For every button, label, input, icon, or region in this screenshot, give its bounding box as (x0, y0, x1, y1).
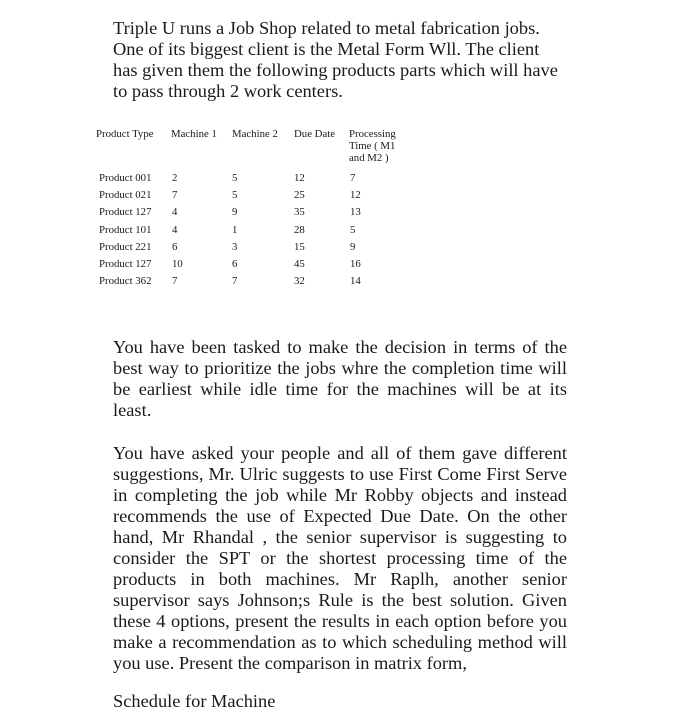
cell-product: Product 127 (99, 206, 152, 219)
task-paragraph: You have been tasked to make the decision in terms of the best way to prioritize the jobs whre the completion time will be earliest while idle time for the machines will be at its least. (113, 337, 567, 420)
cell-product: Product 221 (99, 240, 152, 253)
cell-machine-2: 7 (232, 275, 238, 288)
cell-machine-2: 6 (232, 258, 238, 270)
header-product-type: Product Type (96, 128, 154, 140)
cell-product: Product 127 (99, 258, 152, 270)
cut-off-text-line: Schedule for Machine (113, 691, 276, 711)
cell-processing-time: 16 (350, 258, 361, 270)
cell-product: Product 101 (99, 223, 152, 236)
cell-machine-2: 1 (232, 223, 238, 236)
cell-machine-2: 9 (232, 206, 238, 219)
cell-machine-2: 5 (232, 189, 238, 202)
cell-machine-1: 4 (172, 223, 178, 236)
header-machine-2: Machine 2 (232, 128, 278, 140)
suggestions-paragraph: You have asked your people and all of them gave different suggestions, Mr. Ulric suggests to use First Come First Serve in completing the job while Mr Robby objects and instead recommends the use of Expected Due Date. On the other hand, Mr Rhandal , the senior supervisor is suggesting to consider the SPT or the shortest processing time of the products in both machines. Mr Raplh, another senior supervisor says Johnson;s Rule is the best solution. Given these 4 options, present the results in each option before you make a recommendation as to which scheduling method will you use. Present the comparison in matrix form, (113, 443, 567, 673)
cell-machine-1: 10 (172, 258, 183, 270)
cell-machine-2: 3 (232, 240, 238, 253)
cell-machine-2: 5 (232, 172, 238, 184)
intro-paragraph: Triple U runs a Job Shop related to metal fabrication jobs. One of its biggest client is the Metal Form Wll. The client has given them the following products parts which will have to pass through 2 work centers. (113, 18, 558, 101)
cell-processing-time: 7 (350, 172, 356, 184)
cell-machine-1: 7 (172, 189, 178, 202)
cell-processing-time: 13 (350, 206, 361, 219)
cell-product: Product 362 (99, 275, 152, 288)
cell-processing-time: 5 (350, 223, 356, 236)
header-processing-time: Processing Time ( M1 and M2 ) (349, 128, 396, 164)
cell-processing-time: 12 (350, 189, 361, 202)
cell-product: Product 021 (99, 189, 152, 202)
cell-due-date: 28 (294, 223, 305, 236)
cell-due-date: 45 (294, 258, 305, 270)
cell-machine-1: 2 (172, 172, 178, 184)
cell-processing-time: 14 (350, 275, 361, 288)
cell-due-date: 15 (294, 240, 305, 253)
product-table (96, 125, 436, 295)
cell-machine-1: 7 (172, 275, 178, 288)
header-machine-1: Machine 1 (171, 128, 217, 140)
cell-machine-1: 4 (172, 206, 178, 219)
cell-processing-time: 9 (350, 240, 356, 253)
header-due-date: Due Date (294, 128, 336, 140)
cell-machine-1: 6 (172, 240, 178, 253)
cell-due-date: 12 (294, 172, 305, 184)
cell-product: Product 001 (99, 172, 152, 184)
cell-due-date: 25 (294, 189, 305, 202)
cell-due-date: 35 (294, 206, 305, 219)
cell-due-date: 32 (294, 275, 305, 288)
